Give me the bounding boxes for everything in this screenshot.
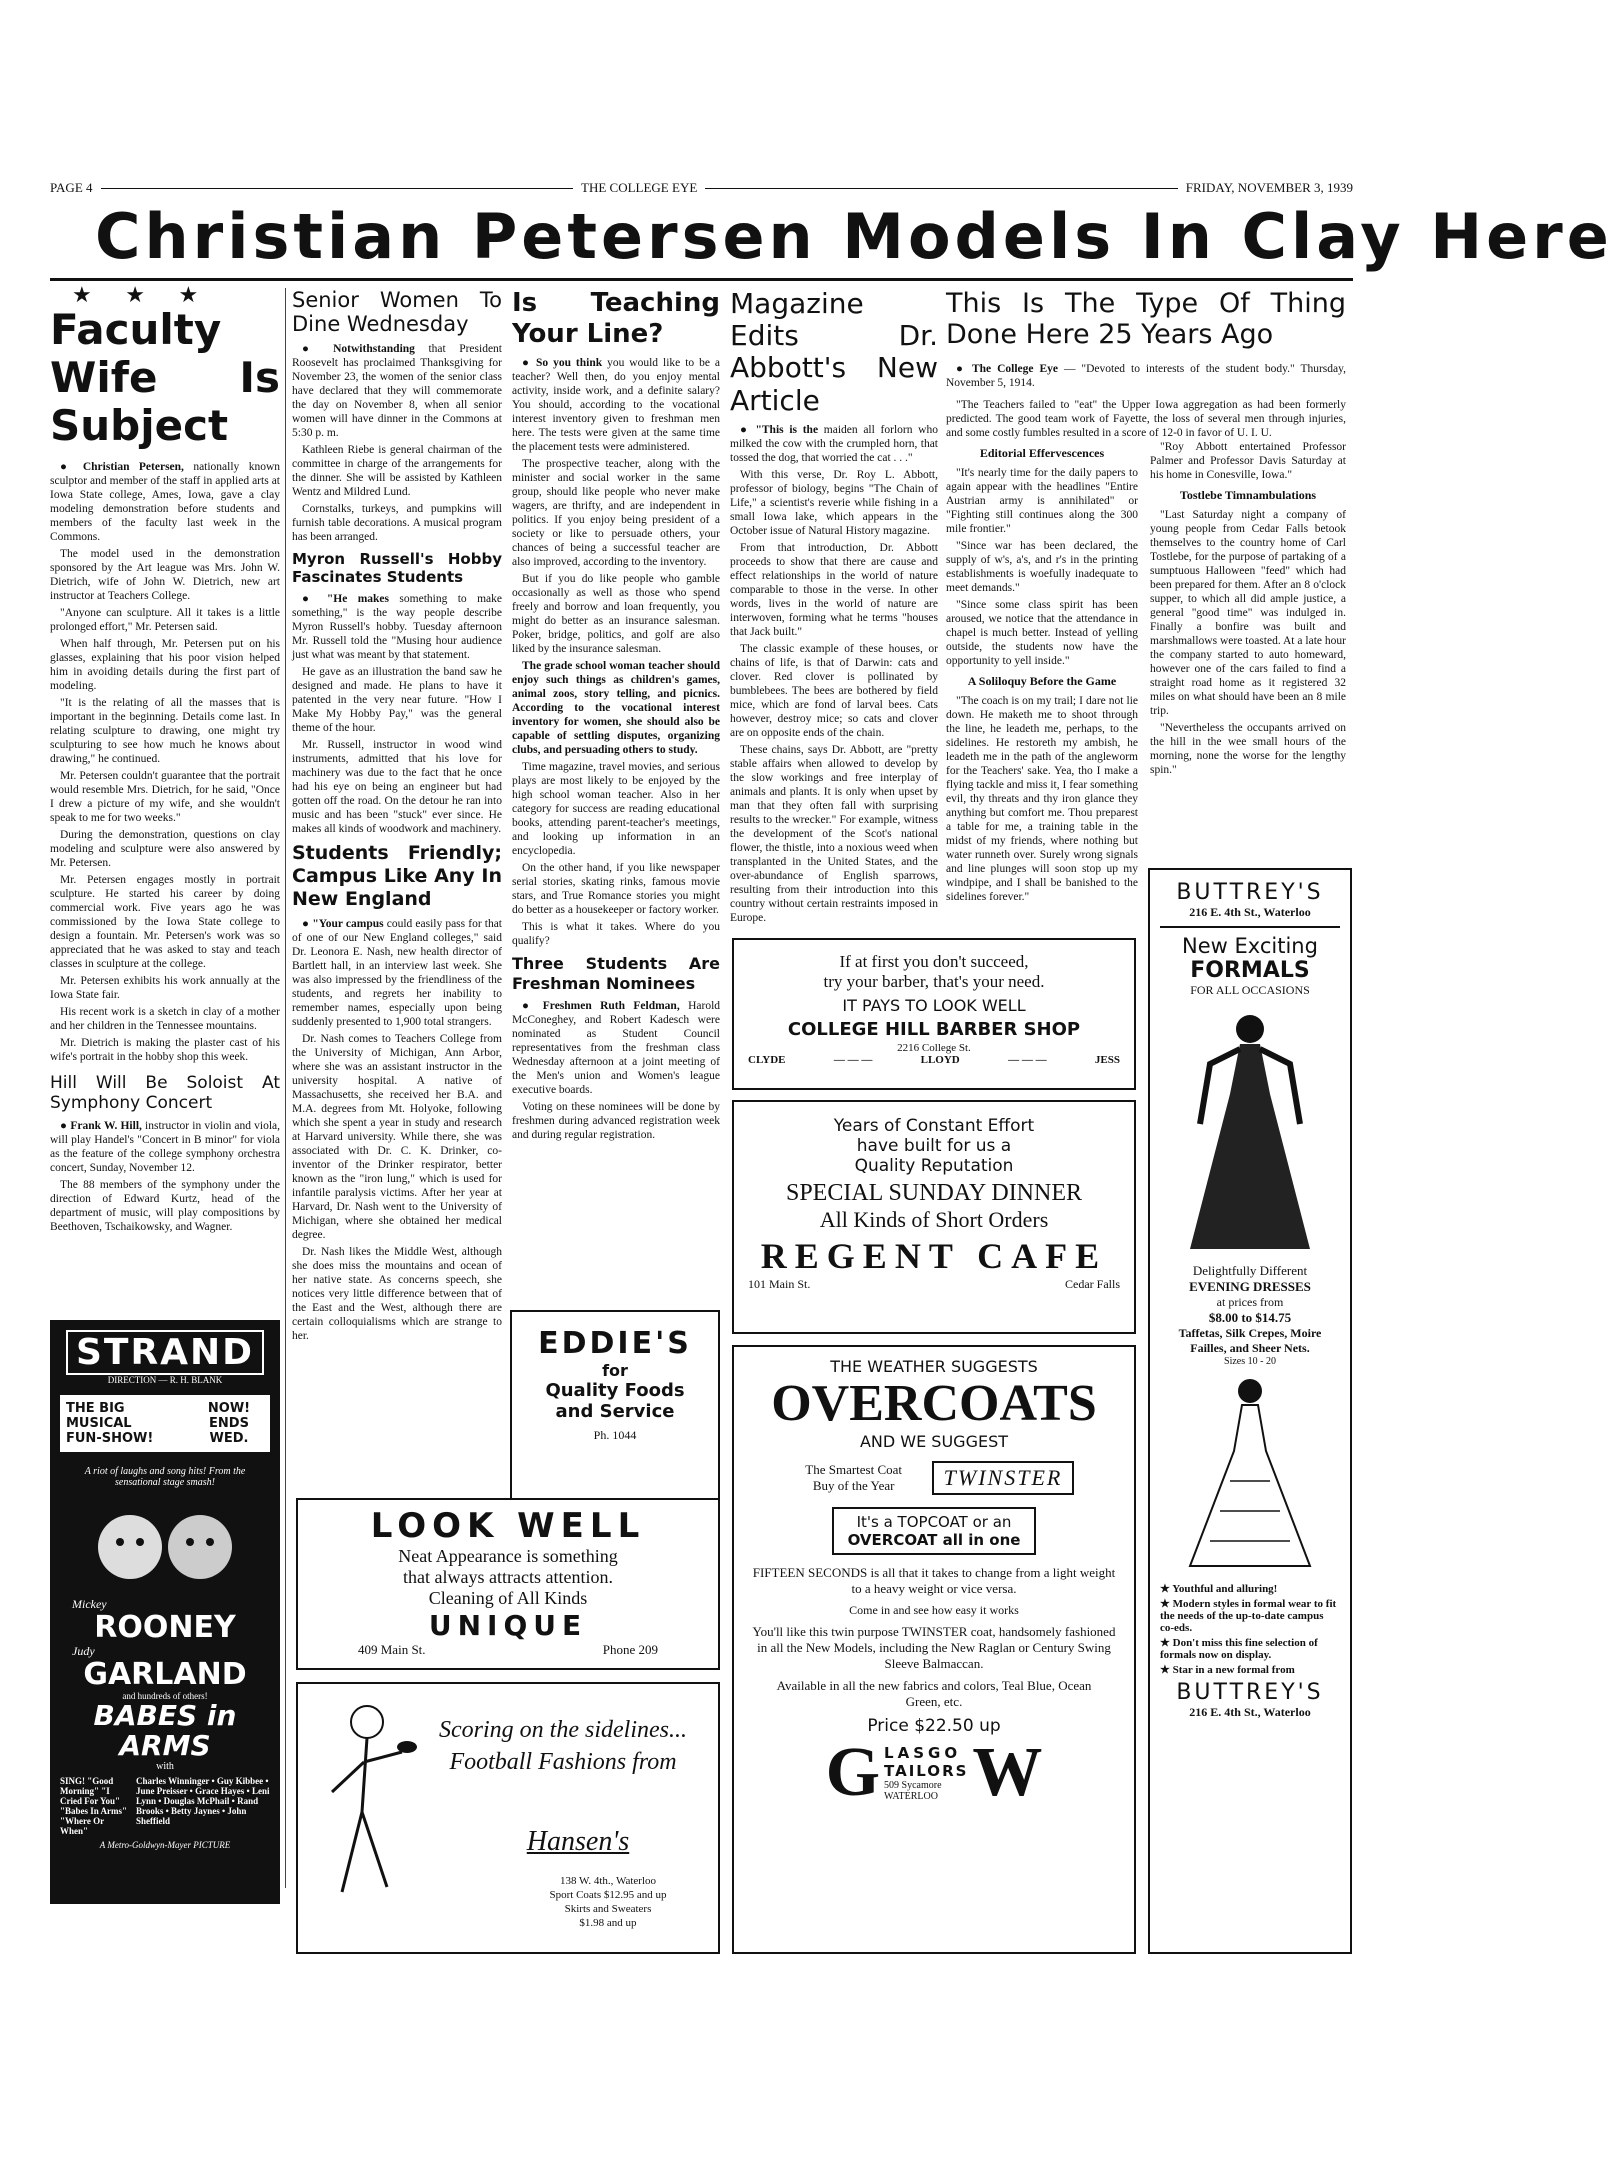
barber-1: CLYDE: [748, 1054, 786, 1066]
teaching-para: On the other hand, if you like newspaper serial stories, skating rinks, famous movie stars, and True Romance stories you might do better as a housekeeper or factory worker.: [512, 862, 720, 917]
type-header: [946, 288, 1346, 358]
hansens-l3: $1.98 and up: [579, 1917, 637, 1929]
regent-l4: SPECIAL SUNDAY DINNER: [785, 1180, 1083, 1206]
glasgow-p3: You'll like this twin purpose TWINSTER coat, handsomely fashioned in all the New Models, including the New Raglan or Century Swing Sleeve Balmaccan.: [752, 1624, 1116, 1671]
glasgow-logo: [734, 1734, 1134, 1811]
strand-riot: A riot of laughs and song hits! From the sensational stage smash!: [84, 1466, 246, 1488]
teaching-para: But if you do like people who gamble occasionally as well as those who spend freely and borrow and loan frequently, you might do better as an insurance salesman. Poker, bridge, politics, and golf are also liked by the insurance salesman.: [512, 573, 720, 656]
buttreys-dd: Delightfully Different: [1192, 1263, 1308, 1278]
strand-judy: Judy: [72, 1644, 95, 1658]
magazine-lead: ● "This is the maiden all forlorn who milked the cow with the crumpled horn, that tossed the dog, that worried the cat . . .": [730, 423, 938, 464]
gown-figure-icon: [1170, 1371, 1330, 1571]
buttreys-new: New Exciting: [1182, 934, 1318, 958]
barber-l2: try your barber, that's your need.: [823, 972, 1045, 991]
myron-lead: ● "He makes something to make something," is the way people describe Myron Russell's hobby. Tuesday afternoon Mr. Russell told the "Musing hour audience just what was meant by that statement.: [292, 593, 502, 662]
senior-lead: ● Notwithstanding that President Roosevelt has proclaimed Thanksgiving for November 23, the women of the senior class have declared that they will commemorate the day on November 8, when all senior women will have dinner in the Commons at 5:30 p. m.: [292, 343, 502, 440]
barber-3: JESS: [1094, 1054, 1120, 1066]
nominees-para: Harold McConeghey, and Robert Kadesch were nominated as Student Council representatives from the freshman class Wednesday afternoon at a joint meeting of the Men's union and Women's league executive boards.: [512, 999, 721, 1096]
issue-date: FRIDAY, NOVEMBER 3, 1939: [1185, 180, 1354, 195]
magazine-para: These chains, says Dr. Abbott, are "pretty stable affairs when allowed to develop by the slow workings and free interplay of animals and plants. It is only when upset by man that they often fall with surprising results to the wrecker." For example, witness the development of the Scot's national flower, the thistle, into a noxious weed when transplanted in the United States, and the over-abundance of English sparrows, resulting from their introduction into this country without certain restraints imposed in Europe.: [730, 743, 938, 924]
faculty-para: When half through, Mr. Petersen put on his glasses, explaining that his poor vision helped him in avoiding details during the first part of modeling.: [50, 638, 280, 692]
strand-header-box: [60, 1395, 270, 1452]
glasgow-tailors-ad: [732, 1345, 1136, 1954]
regent-footer: [734, 1277, 1134, 1292]
teaching-para: The prospective teacher, along with the minister and social worker in the same group, should like people who never make wagers, are thrifty, and are independent in politics. If you enjoy being president of a society or like to persuade others, your chances of being a successful teacher are also improved, according to the inventory.: [512, 458, 720, 569]
magazine-para: From that introduction, Dr. Abbott proceeds to show that there are cause and effect relationships in the world of nature comparable to those in the verse. In other words, lives in the world of nature are interwoven, forming what he terms "houses that Jack built.": [730, 541, 938, 638]
barber-shop-ad: [732, 938, 1136, 1090]
hansens-addr: 138 W. 4th., Waterloo: [559, 1875, 657, 1887]
barber-2: LLOYD: [920, 1054, 960, 1066]
topcoat-box: [832, 1507, 1037, 1555]
hansens-l2: Skirts and Sweaters: [564, 1903, 652, 1915]
type-right: [1150, 440, 1346, 870]
banner-rule: [50, 278, 1353, 281]
nominees-lead-bold: Freshmen Ruth Feldman,: [542, 999, 680, 1012]
strand-cast: Charles Winninger • Guy Kibbee • June Preisser • Grace Hayes • Leni Lynn • Douglas McPhail • Rand Brooks • Betty Jaynes • John Sheffield: [136, 1776, 270, 1826]
type-right-para: "Roy Abbott entertained Professor Palmer and Professor Davis Saturday at his home in Conesville, Iowa.": [1150, 441, 1346, 481]
magazine-headline: Magazine Edits Dr. Abbott's New Article: [730, 287, 938, 417]
teaching-para: The grade school woman teacher should enjoy such things as children's games, animal zoos, story telling, and picnics. According to the vocational interest inventory for women, she should also be capable of settling disputes, organizing clubs, and persuading others to study.: [512, 660, 720, 757]
stars-illustration-icon: [75, 1502, 255, 1592]
glasgow-tailors: TAILORS: [884, 1762, 969, 1780]
glasgow-lasgo: LASGO: [884, 1744, 962, 1762]
barber-addr: 2216 College St.: [897, 1042, 971, 1054]
eddies-phone: Ph. 1044: [593, 1428, 637, 1442]
eddies-ad: [510, 1310, 720, 1500]
regent-cafe-ad: [732, 1100, 1136, 1334]
buttreys-bullet-text: Youthful and alluring!: [1172, 1583, 1278, 1595]
eddies-l2: and Service: [555, 1401, 675, 1422]
type-headline: This Is The Type Of Thing Done Here 25 Years Ago: [946, 288, 1346, 351]
faculty-para: During the demonstration, questions on clay modeling and sculpture were also answered by Mr. Petersen.: [50, 829, 280, 869]
hansens-name: Hansen's: [526, 1826, 630, 1857]
strand-babes: BABES in ARMS: [93, 1699, 237, 1762]
regent-name: REGENT CAFE: [760, 1236, 1108, 1276]
faculty-para: "Anyone can sculpture. All it takes is a little prolonged effort," Mr. Petersen said.: [50, 607, 280, 633]
type-p1-block: [946, 398, 1346, 438]
nominees-para: Voting on these nominees will be done by freshmen during advanced registration week and during regular registration.: [512, 1100, 720, 1141]
type-lead-bold: The College Eye: [971, 363, 1058, 375]
unique-l2: that always attracts attention.: [403, 1567, 613, 1587]
glasgow-p2: Come in and see how easy it works: [849, 1603, 1019, 1617]
myron-para: He gave as an illustration the band saw he designed and made. He plans to have it patented in the very near future. "How I Make My Hobby Pay," was the general theme of the hour.: [292, 666, 502, 735]
strand-name: STRAND: [66, 1330, 264, 1375]
unique-name: UNIQUE: [428, 1609, 588, 1642]
type-left: [946, 440, 1138, 930]
folio-line: [50, 180, 1353, 196]
buttreys-bullet-text: Modern styles in formal wear to fit the needs of the up-to-date campus co-eds.: [1160, 1598, 1337, 1634]
regent-l3: Quality Reputation: [854, 1156, 1014, 1176]
faculty-lead-bold: Christian Petersen,: [82, 461, 184, 473]
strand-rooney: ROONEY: [94, 1610, 236, 1645]
buttreys-bullet: ★ Modern styles in formal wear to fit the needs of the up-to-date campus co-eds.: [1160, 1598, 1337, 1634]
faculty-para: Mr. Dietrich is making the plaster cast of his wife's portrait in the hobby shop this week.: [50, 1037, 280, 1063]
teaching-headline: Is Teaching Your Line?: [512, 288, 720, 350]
strand-show: THE BIG MUSICAL FUN-SHOW!: [66, 1401, 154, 1446]
unique-l1: Neat Appearance is something: [398, 1546, 618, 1566]
glasgow-twinster-row: [734, 1461, 1134, 1495]
buttreys-sizes: Sizes 10 - 20: [1224, 1356, 1276, 1367]
eddies-name: EDDIE'S: [538, 1326, 692, 1361]
tostlebe-head: Tostlebe Timnambulations: [1179, 488, 1317, 502]
buttreys-bullet-text: Star in a new formal from: [1172, 1664, 1295, 1676]
hill-headline: Hill Will Be Soloist At Symphony Concert: [50, 1073, 280, 1113]
column-rule: [285, 288, 286, 1888]
hill-lead: ● Frank W. Hill, instructor in violin and viola, will play Handel's "Concert in B minor" for viola as the feature of the college symphony orchestra concert, Sunday, November 12.: [50, 1120, 280, 1175]
editorial-para: "It's nearly time for the daily papers to again appear with the headlines "Entire Austrian army is annihilated" or "Fighting still continues along the 300 mile frontier.": [946, 467, 1138, 535]
glasgow-price: Price $22.50 up: [867, 1716, 1001, 1736]
unique-addr: 409 Main St.: [358, 1642, 426, 1657]
football-player-icon: [312, 1692, 422, 1942]
faculty-para: Mr. Petersen exhibits his work annually at the Iowa State fair.: [50, 975, 280, 1001]
senior-para: that President Roosevelt has proclaimed Thanksgiving for November 23, the women of the senior class have declared that they will commemorate the day on November 8, when all senior women will have dinner in the Commons at 5:30 p. m.: [292, 343, 502, 440]
faculty-para: Mr. Petersen couldn't guarantee that the portrait would resemble Mrs. Dietrich, for he said, "Once I drew a picture of my wife, and she wouldn't speak to me for two weeks.": [50, 770, 280, 824]
buttreys-fab: Taffetas, Silk Crepes, Moire Failles, and Sheer Nets.: [1178, 1326, 1322, 1355]
hansens-l1: Sport Coats $12.95 and up: [549, 1889, 667, 1901]
buttreys-name-2: BUTTREY'S: [1176, 1680, 1324, 1705]
nominees-headline: Three Students Are Freshman Nominees: [512, 954, 720, 993]
buttreys-ad: [1148, 868, 1352, 1954]
buttreys-bullet-text: Don't miss this fine selection of formals now on display.: [1160, 1637, 1318, 1661]
england-para: Dr. Nash comes to Teachers College from the University of Michigan, Ann Arbor, where she was an assistant instructor in the university hospital. A native of Massachusetts, she received her B.A. and M.A. degrees from Mt. Holyoke, following which she spent a year in study and research at Harvard university. While there, she was associated with Dr. C. K. Drinker, co-inventor of the Drinker respirator, better known as the "iron lung," which is used for infantile paralysis victims. After her year at Harvard, Dr. Nash went to the University of Michigan, where she obtained her medical degree.: [292, 1032, 502, 1241]
folio-rule: [101, 188, 574, 189]
page-number: PAGE 4: [50, 180, 93, 195]
buttreys-bullet: ★ Youthful and alluring!: [1160, 1583, 1278, 1595]
strand-garland: GARLAND: [83, 1657, 247, 1692]
barber-names: [734, 1054, 1134, 1066]
magazine-lead-bold: "This is the: [755, 423, 819, 436]
buttreys-price: $8.00 to $14.75: [1208, 1310, 1292, 1325]
faculty-lead: ● Christian Petersen, nationally known sculptor and member of the staff in applied arts at Iowa State college, Ames, Iowa, gave a clay modeling demonstration before students and members of the faculty last week in the Commons.: [50, 461, 280, 543]
faculty-para: nationally known sculptor and member of the staff in applied arts at Iowa State college, Ames, Iowa, gave a clay modeling demonstration before students and members of the faculty last week in the Commons.: [50, 461, 280, 543]
hill-lead-bold: Frank W. Hill,: [70, 1120, 142, 1133]
strand-direction: DIRECTION — R. H. BLANK: [107, 1375, 223, 1385]
strand-mickey: Mickey: [72, 1597, 107, 1611]
paper-name: THE COLLEGE EYE: [581, 180, 698, 195]
glasgow-p4: Available in all the new fabrics and colors, Teal Blue, Ocean Green, etc.: [776, 1678, 1092, 1709]
myron-lead-bold: "He makes: [326, 593, 390, 606]
buttreys-addr-2: 216 E. 4th St., Waterloo: [1189, 1705, 1311, 1719]
barber-l1: If at first you don't succeed,: [839, 952, 1029, 971]
glasgow-g: G: [825, 1734, 881, 1811]
regent-l1: Years of Constant Effort: [833, 1116, 1035, 1136]
faculty-para: Mr. Petersen engages mostly in portrait sculpture. He started his career by doing commercial work. Five years ago he was commissioned by the Iowa State college to design a fountain. Mr. Petersen's work was so appreciated that he was asked to stay and teach classes in sculpture at the college.: [50, 874, 280, 970]
faculty-para: His recent work is a sketch in clay of a mother and her children in the Tennessee mountains.: [50, 1006, 280, 1032]
type-lead-text: — "Devoted to interests of the student body." Thursday, November 5, 1914.: [946, 363, 1347, 389]
senior-para: Cornstalks, turkeys, and pumpkins will furnish table decorations. A musical program has been arranged.: [292, 503, 502, 544]
barber-dash: — — —: [1008, 1054, 1047, 1066]
eddies-l1: Quality Foods: [545, 1380, 685, 1401]
glasgow-l3: The Smartest Coat Buy of the Year: [805, 1462, 903, 1493]
barber-dash: — — —: [833, 1054, 873, 1066]
buttreys-bullet: ★ Star in a new formal from: [1160, 1664, 1295, 1676]
regent-addr: 101 Main St.: [748, 1277, 811, 1291]
teaching-lead: ● So you think you would like to be a teacher? Well then, do you enjoy mental activity, inside work, and a definite salary? You should, according to the vocational interest inventory given to freshman men here. The tests were given at the same time the placement tests were administered.: [512, 357, 720, 454]
strand-studio: A Metro-Goldwyn-Mayer PICTURE: [99, 1840, 231, 1850]
buttreys-bullets: [1160, 1582, 1340, 1676]
stars-ornament: ★ ★ ★: [72, 282, 213, 307]
column-1: [50, 282, 280, 1310]
faculty-para: The model used in the demonstration sponsored by the Art league was Mrs. John W. Dietrich, wife of John W. Dietrich, new art instructor at Teachers College.: [50, 548, 280, 602]
senior-para: Kathleen Riebe is general chairman of the committee in charge of the arrangements for the dinner. She will be assisted by Kathleen Wentz and Mildred Lund.: [292, 444, 502, 499]
unique-title: LOOK WELL: [370, 1506, 646, 1546]
strand-theater-ad: [50, 1320, 280, 1904]
type-lead: ● The College Eye — "Devoted to interests of the student body." Thursday, November 5, 1914.: [946, 363, 1347, 389]
buttreys-name: BUTTREY'S: [1176, 880, 1324, 905]
strand-now: NOW! ENDS WED.: [207, 1401, 251, 1446]
strand-others: and hundreds of others!: [122, 1691, 208, 1701]
buttreys-rule: [1160, 926, 1340, 928]
england-para: could easily pass for that of one of our New England colleges," said Dr. Leonora E. Nash, new health director of Bartlett hall, in an interview last week. She was also impressed by the friendliness of the students, and regrets her inability to remember names, especially upon being suddenly presented to 1,900 total strangers.: [292, 917, 503, 1028]
senior-lead-bold: Notwithstanding: [333, 343, 415, 356]
teaching-para: Time magazine, travel movies, and serious plays are most likely to be enjoyed by the high school woman teacher. Also in her category for success are reading educational books, attending parent-teacher's meetings, and looking up information in an encyclopedia.: [512, 761, 720, 858]
editorial-para: "Since some class spirit has been aroused, we notice that the attendance in chapel is much better. Instead of yelling outside, the students now have the opportunity to yell inside.": [946, 599, 1138, 667]
tostlebe-para: "Last Saturday night a company of young people from Cedar Falls betook themselves to the country home of Carl Tostlebe, for the purpose of partaking of a sumptuous Halloween "feed" which had been prepared for them. After an 8 o'clock supper, to which all did ample justice, a general "good time" was indulged in. Finally a bonfire was built and marshmallows were toasted. At a late hour the company started to auto homeward, however one of the cars failed to find a straight road home as it registered 32 miles on what should have been an 8 mile trip.: [1150, 509, 1346, 717]
type-para: "The Teachers failed to "eat" the Upper Iowa aggregation as had been formerly predicted. The good team work of Fayette, the loss of several men through injuries, and some costly fumbles resulted in a score of 12-0 in favor of U. I. U.: [946, 399, 1346, 439]
soliloquy-para: "The coach is on my trail; I dare not lie down. He maketh me to shoot through the line, he leadeth me, perhaps, to the sidelines. He restoreth my ambish, he leadeth me in the path of the angleworm for the Teachers' sake. Yea, tho I make a flying tackle and miss it, I fear something evil, thy threats and thy iron glance they anything but comfort me. Thou preparest a table for me, a training table in the midst of my friends, where nothing but water runneth over. Surely wrong signals and line plunges will soon stop up my windpipe, and I shall be banished to the sidelines forever.": [946, 695, 1138, 903]
england-lead: ● "Your campus could easily pass for that of one of our New England colleges," said Dr. Leonora E. Nash, new health director of Bartlett hall, in an interview last week. She was also impressed by the friendliness of the students, and regrets her inability to remember names, especially upon being suddenly presented to 1,900 total strangers.: [292, 917, 503, 1028]
barber-name: COLLEGE HILL BARBER SHOP: [787, 1019, 1081, 1040]
myron-para: Mr. Russell, instructor in wood wind instruments, admitted that his love for machinery was due to the fact that he once had his eye on being an engineer but had gotten off the road. On the detour he ran into music and has been "stuck" ever since. He makes all kinds of woodwork and machinery.: [292, 739, 502, 836]
column-3: [512, 288, 721, 1141]
hansens-ad: [296, 1682, 720, 1954]
strand-with: with: [156, 1761, 174, 1772]
unique-l3: Cleaning of All Kinds: [428, 1588, 588, 1608]
buttreys-at: at prices from: [1216, 1295, 1284, 1309]
glasgow-box1: It's a TOPCOAT or an: [856, 1513, 1012, 1531]
unique-phone: Phone 209: [602, 1642, 658, 1657]
banner-headline: Christian Petersen Models In Clay Here: [95, 200, 1613, 273]
faculty-para: "It is the relating of all the masses that is important in the beginning. Details come last. In relating sculpture to drawing, one might try sculpturing to see how much he knows about drawing," he continued.: [50, 697, 280, 765]
magazine-para: maiden all forlorn who milked the cow with the crumpled horn, that tossed the dog, that worried the cat . . .": [730, 423, 938, 464]
glasgow-p1: FIFTEEN SECONDS is all that it takes to change from a light weight to a heavy weight or vice versa.: [752, 1565, 1116, 1596]
evening-gown-figure-icon: [1160, 1004, 1340, 1254]
teaching-lead-bold: So you think: [535, 357, 603, 370]
glasgow-big: OVERCOATS: [771, 1375, 1097, 1432]
teaching-para: you would like to be a teacher? Well then, do you enjoy mental activity, inside work, and a definite salary? You should, according to the vocational interest inventory given to freshman men here. The tests were given at the same time the placement tests were administered.: [512, 357, 720, 454]
folio-rule: [705, 188, 1178, 189]
hansens-details: [518, 1874, 698, 1930]
hill-para: instructor in violin and viola, will play Handel's "Concert in B minor" for viola as the feature of the college symphony orchestra concert, Sunday, November 12.: [50, 1120, 280, 1175]
teaching-para: This is what it takes. Where do you qualify?: [512, 921, 720, 948]
glasgow-l2: AND WE SUGGEST: [859, 1432, 1009, 1451]
glasgow-box2: OVERCOAT all in one: [847, 1531, 1021, 1549]
magazine-para: With this verse, Dr. Roy L. Abbott, professor of biology, begins "The Chain of Life," a scientist's reverie while fishing in a small Iowa lake, which appears in the October issue of Natural History magazine.: [730, 468, 938, 537]
hansens-script: Scoring on the sidelines... Football Fashions from: [439, 1717, 687, 1775]
myron-headline: Myron Russell's Hobby Fascinates Students: [292, 550, 502, 587]
editorial-para: "Since war has been declared, the supply of w's, a's, and r's in the printing establishments is woefully inadequate to meet demands.": [946, 540, 1138, 594]
tostlebe-para: "Nevertheless the occupants arrived on the hill in the wee small hours of the morning, none the worse for the lengthy spin.": [1150, 722, 1346, 776]
glasgow-logo-text: [884, 1744, 968, 1802]
hill-para: The 88 members of the symphony under the direction of Edward Kurtz, head of the department of music, will play compositions by Beethoven, Tschaikowsky, and Wagner.: [50, 1179, 280, 1234]
regent-city: Cedar Falls: [1065, 1277, 1120, 1291]
myron-para: something to make something," is the way people describe Myron Russell's hobby. Tuesday afternoon Mr. Russell told the "Musing hour audience just what was meant by that statement.: [292, 593, 502, 662]
magazine-para: The classic example of these houses, or chains of life, is that of Darwin: cats and clover. Red clover is pollinated by bumblebees. The bees are bothered by field mice, which are fond of larval bees. Cats however, destroy mice; so cats and clover are on opposite ends of the chain.: [730, 642, 938, 739]
buttreys-addr: 216 E. 4th St., Waterloo: [1189, 905, 1311, 919]
buttreys-bullet: ★ Don't miss this fine selection of formals now on display.: [1160, 1637, 1318, 1661]
strand-sing: SING! "Good Morning" "I Cried For You" "Babes In Arms" "Where Or When": [60, 1776, 128, 1836]
nominees-lead: ● Freshmen Ruth Feldman, Harold McConeghey, and Robert Kadesch were nominated as Student Council representatives from the freshman class Wednesday afternoon at a joint meeting of the Men's union and Women's league executive boards.: [512, 999, 721, 1096]
glasgow-addr1: 509 Sycamore: [884, 1780, 942, 1791]
senior-headline: Senior Women To Dine Wednesday: [292, 288, 502, 337]
barber-l3: IT PAYS TO LOOK WELL: [842, 996, 1026, 1015]
england-para: Dr. Nash likes the Middle West, although she does miss the mountains and ocean of her native state. As concerns speech, she notices very little difference between that of the East and the West, although there are certain colloquialisms which are strange to her.: [292, 1245, 502, 1342]
soliloquy-head: A Soliloquy Before the Game: [967, 674, 1117, 688]
column-4: [730, 288, 938, 923]
glasgow-w: W: [972, 1734, 1043, 1811]
regent-l2: have built for us a: [856, 1136, 1012, 1156]
strand-footer: [60, 1776, 270, 1836]
glasgow-addr2: WATERLOO: [884, 1791, 938, 1802]
faculty-headline: Faculty Wife Is Subject: [50, 305, 280, 450]
buttreys-occ: FOR ALL OCCASIONS: [1190, 983, 1310, 997]
buttreys-ev: EVENING DRESSES: [1189, 1279, 1311, 1294]
eddies-for: for: [602, 1361, 628, 1380]
unique-cleaners-ad: [296, 1498, 720, 1670]
england-lead-bold: "Your campus: [312, 917, 384, 930]
regent-l5: All Kinds of Short Orders: [819, 1207, 1049, 1232]
unique-footer: [298, 1642, 718, 1658]
column-2: [292, 288, 503, 1342]
england-headline: Students Friendly; Campus Like Any In New England: [292, 842, 502, 910]
twinster-label: TWINSTER: [932, 1461, 1075, 1495]
buttreys-formals: FORMALS: [1190, 958, 1310, 983]
glasgow-l1: THE WEATHER SUGGESTS: [830, 1357, 1038, 1376]
editorial-head: Editorial Effervescences: [979, 446, 1105, 460]
